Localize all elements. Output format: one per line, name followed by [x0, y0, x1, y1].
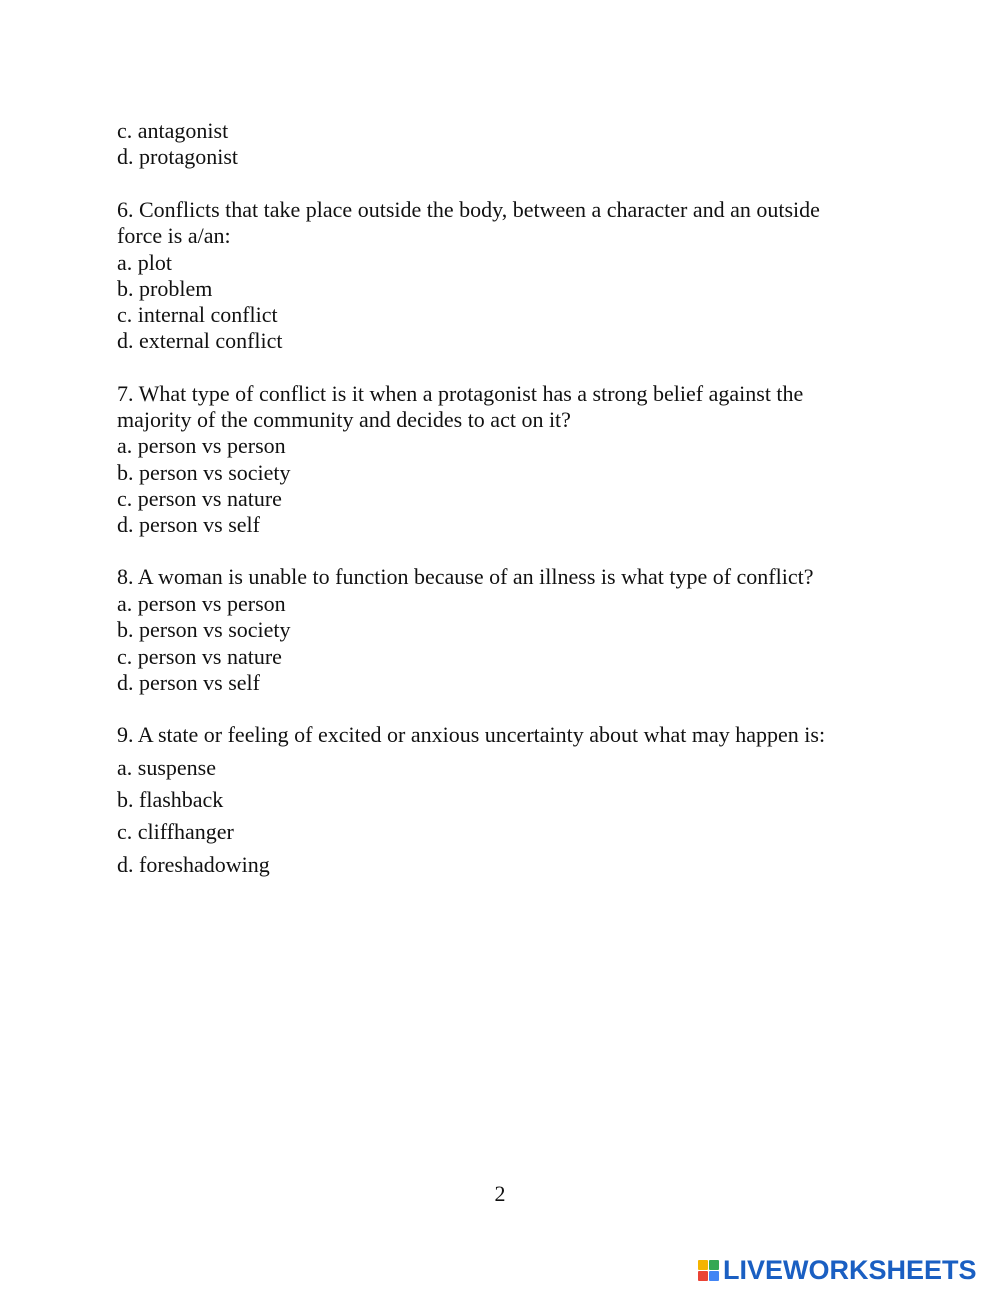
option-7c: c. person vs nature [117, 486, 282, 511]
question-8-text: 8. A woman is unable to function because of an illness is what type of conflict? [117, 564, 814, 589]
logo-block-1 [698, 1260, 708, 1270]
option-9b[interactable]: b. flashback [117, 787, 224, 812]
question-7-text-line-1: 7. What type of conflict is it when a protagonist has a strong belief against the [117, 381, 804, 406]
question-6-text-line-1: 6. Conflicts that take place outside the body, between a character and an outside [117, 197, 820, 222]
option-6c: c. internal conflict [117, 302, 278, 327]
question-7-text-line-2: majority of the community and decides to act on it? [117, 407, 571, 432]
option-8a: a. person vs person [117, 591, 286, 616]
question-6-text-line-2: force is a/an: [117, 223, 231, 248]
option-6d: d. external conflict [117, 328, 283, 353]
liveworksheets-blocks-icon [698, 1260, 719, 1281]
option-6a: a. plot [117, 250, 172, 275]
logo-block-3 [698, 1271, 708, 1281]
option-7b: b. person vs society [117, 460, 291, 485]
logo-block-4 [709, 1271, 719, 1281]
option-9c[interactable]: c. cliffhanger [117, 819, 234, 844]
option-8d: d. person vs self [117, 670, 260, 695]
logo-text: LIVEWORKSHEETS [723, 1255, 977, 1285]
option-7d: d. person vs self [117, 512, 260, 537]
question-9-text: 9. A state or feeling of excited or anxious uncertainty about what may happen is: [117, 722, 826, 747]
option-5c: c. antagonist [117, 118, 229, 143]
liveworksheets-logo [698, 1255, 977, 1285]
option-8b: b. person vs society [117, 617, 291, 642]
option-6b: b. problem [117, 276, 213, 301]
option-8c: c. person vs nature [117, 644, 282, 669]
option-7a: a. person vs person [117, 433, 286, 458]
option-9d[interactable]: d. foreshadowing [117, 852, 270, 877]
page-number: 2 [494, 1181, 506, 1206]
logo-block-2 [709, 1260, 719, 1270]
option-5d: d. protagonist [117, 144, 238, 169]
option-9a[interactable]: a. suspense [117, 755, 216, 780]
